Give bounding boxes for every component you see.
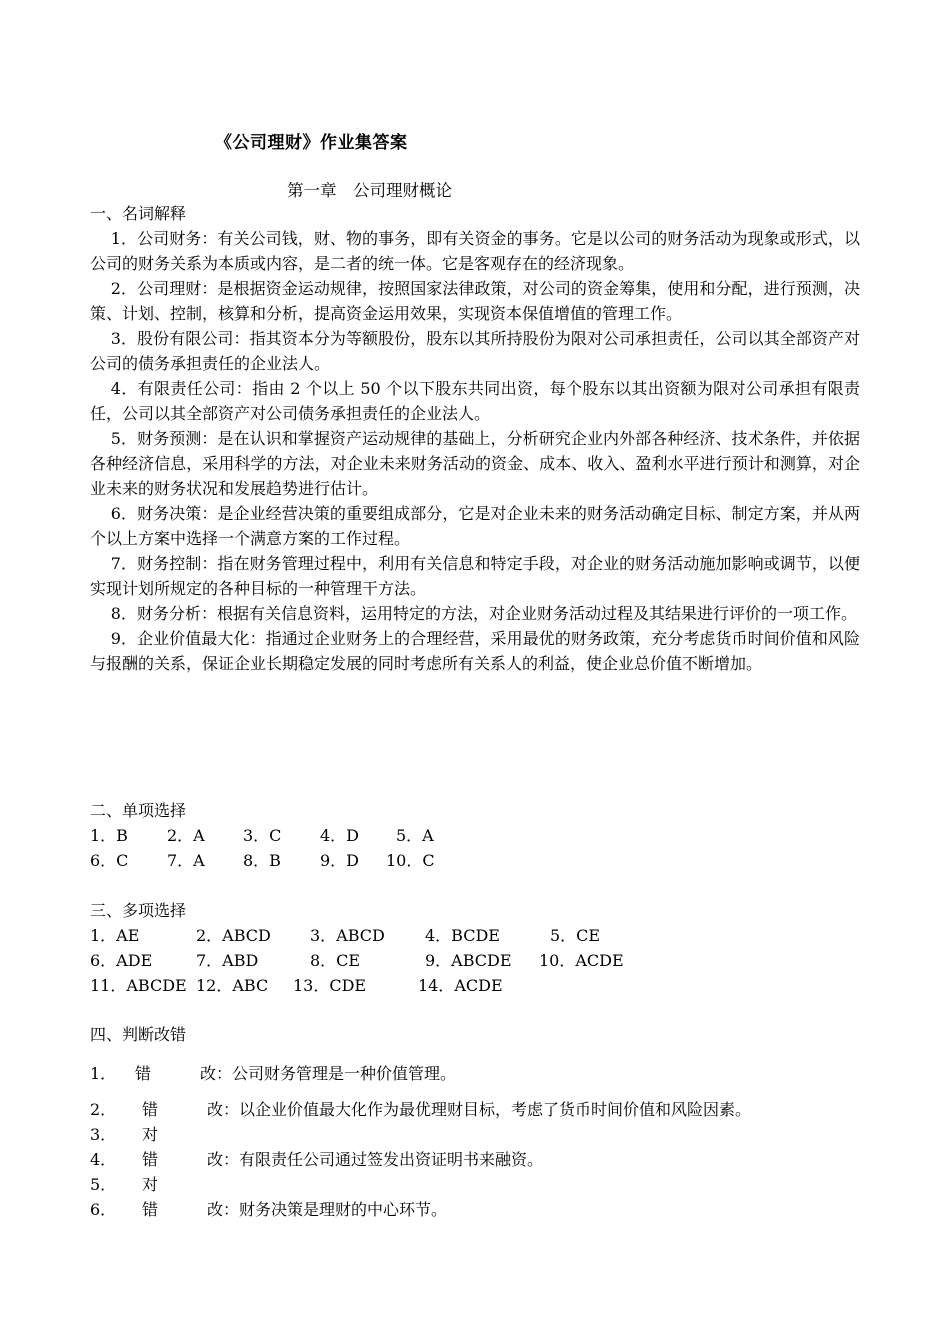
answer-cell: 4．BCDE <box>425 926 500 945</box>
item-correction: 改：以企业价值最大化作为最优理财目标，考虑了货币时间价值和风险因素。 <box>207 1100 752 1119</box>
section-heading: 四、判断改错 <box>90 1025 187 1044</box>
answer-cell: 11．ABCDE <box>90 976 187 995</box>
item-verdict: 对 <box>142 1125 159 1144</box>
definition-item: 3．股份有限公司：指其资本分为等额股份，股东以其所持股份为限对公司承担责任，公司以其全部资产对公司的债务承担责任的企业法人。 <box>90 329 860 373</box>
definition-item: 1．公司财务：有关公司钱，财、物的事务，即有关资金的事务。它是以公司的财务活动为现象或形式，以公司的财务关系为本质或内容，是二者的统一体。它是客观存在的经济现象。 <box>90 229 860 273</box>
item-verdict: 错 <box>142 1100 159 1119</box>
answer-cell: 3．ABCD <box>310 926 385 945</box>
item-number: 3． <box>90 1125 117 1144</box>
definition-item: 8．财务分析：根据有关信息资料，运用特定的方法，对企业财务活动过程及其结果进行评价的一项工作。 <box>110 604 857 623</box>
answer-cell: 2．A <box>167 826 205 845</box>
answer-cell: 5．A <box>396 826 434 845</box>
answer-cell: 6．ADE <box>90 951 153 970</box>
section-heading: 二、单项选择 <box>90 801 187 820</box>
section-heading-row <box>90 898 860 923</box>
definition-item: 2．公司理财：是根据资金运动规律，按照国家法律政策，对公司的资金筹集，使用和分配，进行预测，决策、计划、控制，核算和分析，提高资金运用效果，实现资本保值增值的管理工作。 <box>90 279 860 323</box>
item-number: 1． <box>90 1064 117 1083</box>
judgement-item <box>90 1122 860 1147</box>
section-heading-row <box>90 1022 860 1047</box>
judgement-item <box>90 1147 860 1172</box>
judgement-list-continued <box>90 1097 860 1222</box>
answer-cell: 12．ABC <box>196 976 269 995</box>
section-single-choice <box>90 798 860 873</box>
item-verdict: 错 <box>142 1200 159 1219</box>
answer-row <box>90 848 860 873</box>
item-correction: 改：有限责任公司通过签发出资证明书来融资。 <box>207 1150 544 1169</box>
item-number: 5． <box>90 1175 117 1194</box>
answer-cell: 4．D <box>320 826 360 845</box>
section-heading: 一、名词解释 <box>90 204 187 223</box>
chapter-title: 第一章 公司理财概论 <box>287 181 452 200</box>
answer-cell: 8．B <box>243 851 281 870</box>
answer-cell: 9．D <box>320 851 360 870</box>
item-verdict: 错 <box>142 1150 159 1169</box>
answer-cell: 10．ACDE <box>539 951 624 970</box>
item-number: 4． <box>90 1150 117 1169</box>
answer-row <box>90 923 860 948</box>
item-number: 6． <box>90 1200 117 1219</box>
item-verdict: 错 <box>135 1064 152 1083</box>
definition-item: 6．财务决策：是企业经营决策的重要组成部分，它是对企业未来的财务活动确定目标、制定方案，并从两个以上方案中选择一个满意方案的工作过程。 <box>90 504 860 548</box>
item-correction: 改：财务决策是理财的中心环节。 <box>207 1200 448 1219</box>
answer-row <box>90 973 860 998</box>
judgement-item <box>90 1097 860 1122</box>
answer-cell: 3．C <box>243 826 282 845</box>
answer-row <box>90 948 860 973</box>
judgement-list <box>90 1061 860 1086</box>
answer-row <box>90 823 860 848</box>
section-multiple-choice <box>90 898 860 998</box>
answer-cell: 13．CDE <box>293 976 367 995</box>
section-judgement <box>90 1022 860 1047</box>
section-definitions <box>90 201 860 676</box>
item-number: 2． <box>90 1100 117 1119</box>
definition-item: 9．企业价值最大化：指通过企业财务上的合理经营，采用最优的财务政策，充分考虑货币时间价值和风险与报酬的关系，保证企业长期稳定发展的同时考虑所有关系人的利益，使企业总价值不断增加。 <box>90 629 860 673</box>
answer-cell: 14．ACDE <box>418 976 503 995</box>
answer-cell: 1．AE <box>90 926 140 945</box>
item-verdict: 对 <box>142 1175 159 1194</box>
answer-cell: 7．A <box>167 851 205 870</box>
section-heading-row <box>90 798 860 823</box>
definition-item: 4．有限责任公司：指由 2 个以上 50 个以下股东共同出资，每个股东以其出资额为限对公司承担有限责任，公司以其全部资产对公司债务承担责任的企业法人。 <box>90 379 860 423</box>
answer-cell: 5．CE <box>550 926 601 945</box>
document-title: 《公司理财》作业集答案 <box>215 133 408 153</box>
section-heading: 三、多项选择 <box>90 901 187 920</box>
judgement-item <box>90 1061 860 1086</box>
judgement-item <box>90 1172 860 1197</box>
answer-cell: 10．C <box>386 851 435 870</box>
answer-cell: 7．ABD <box>196 951 259 970</box>
item-correction: 改：公司财务管理是一种价值管理。 <box>200 1064 457 1083</box>
definition-item: 7．财务控制：指在财务管理过程中，利用有关信息和特定手段，对企业的财务活动施加影响或调节，以便实现计划所规定的各种目标的一种管理干方法。 <box>90 554 860 598</box>
answer-cell: 8．CE <box>310 951 361 970</box>
judgement-item <box>90 1197 860 1222</box>
answer-cell: 2．ABCD <box>196 926 271 945</box>
answer-cell: 9．ABCDE <box>425 951 512 970</box>
definition-item: 5．财务预测：是在认识和掌握资产运动规律的基础上，分析研究企业内外部各种经济、技术条件，并依据各种经济信息，采用科学的方法，对企业未来财务活动的资金、成本、收入、盈利水平进行预计和测算，对企业未来的财务状况和发展趋势进行估计。 <box>90 429 860 498</box>
answer-cell: 1．B <box>90 826 128 845</box>
answer-cell: 6．C <box>90 851 129 870</box>
